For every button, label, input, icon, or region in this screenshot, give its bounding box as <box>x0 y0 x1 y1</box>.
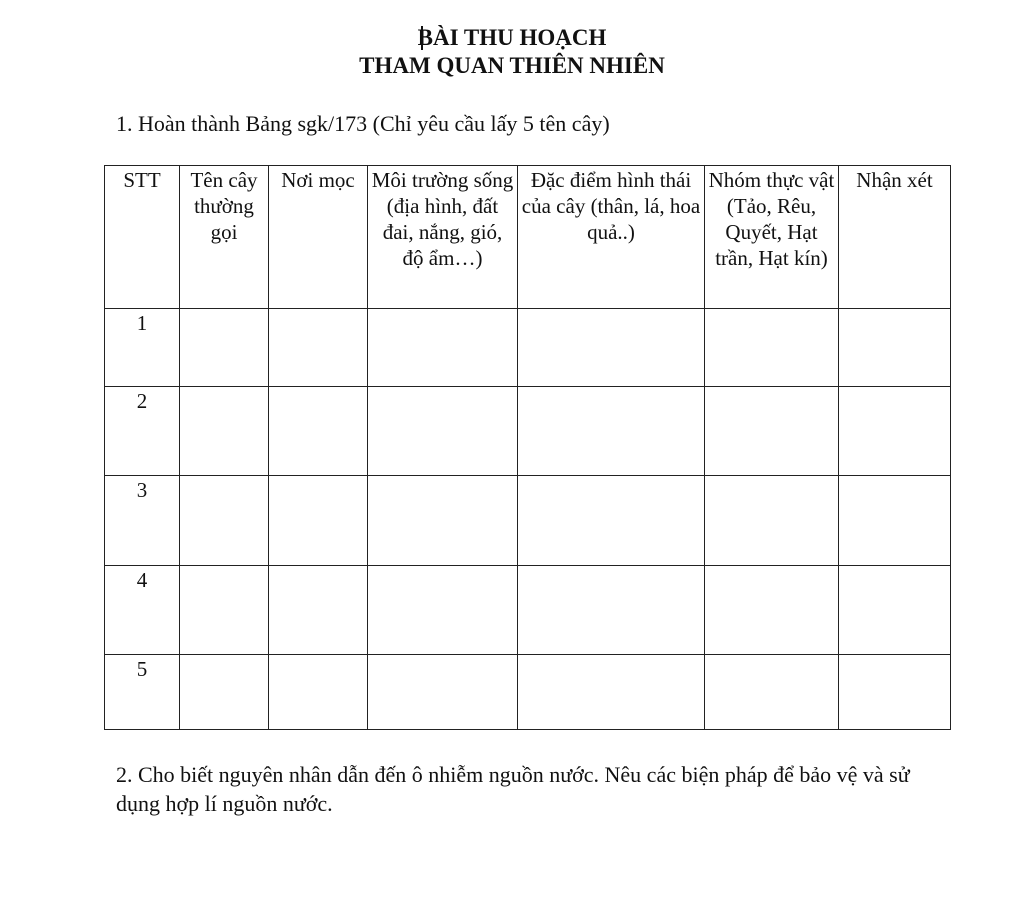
table-cell[interactable] <box>269 655 368 730</box>
table-cell[interactable] <box>180 309 269 387</box>
table-cell[interactable] <box>705 655 839 730</box>
document-title: BÀI THU HOẠCH <box>417 25 607 50</box>
document-subtitle: THAM QUAN THIÊN NHIÊN <box>359 53 665 78</box>
table-cell[interactable] <box>839 387 951 476</box>
row-number: 3 <box>105 476 180 566</box>
table-row <box>105 309 951 387</box>
observation-table <box>104 165 951 730</box>
table-cell[interactable] <box>269 476 368 566</box>
table-cell[interactable] <box>180 387 269 476</box>
table-header-row <box>105 166 951 309</box>
table-cell[interactable] <box>839 309 951 387</box>
header-morphology: Đặc điểm hình thái của cây (thân, lá, hoa quả..) <box>518 166 705 309</box>
table-row <box>105 476 951 566</box>
question-2: 2. Cho biết nguyên nhân dẫn đến ô nhiễm nguồn nước. Nêu các biện pháp để bảo vệ và sử dụng hợp lí nguồn nước. <box>116 762 910 816</box>
table-cell[interactable] <box>518 387 705 476</box>
header-habitat: Môi trường sống (địa hình, đất đai, nắng, gió, độ ẩm…) <box>368 166 518 309</box>
table-cell[interactable] <box>839 655 951 730</box>
table-cell[interactable] <box>368 655 518 730</box>
table-cell[interactable] <box>839 566 951 655</box>
table-row <box>105 566 951 655</box>
table-cell[interactable] <box>518 309 705 387</box>
table-cell[interactable] <box>368 309 518 387</box>
table-cell[interactable] <box>180 476 269 566</box>
table-cell[interactable] <box>269 566 368 655</box>
table-cell[interactable] <box>839 476 951 566</box>
table-cell[interactable] <box>269 309 368 387</box>
table-cell[interactable] <box>705 566 839 655</box>
header-plant-name: Tên cây thường gọi <box>180 166 269 309</box>
table-cell[interactable] <box>368 566 518 655</box>
row-number: 5 <box>105 655 180 730</box>
table-cell[interactable] <box>180 655 269 730</box>
row-number: 1 <box>105 309 180 387</box>
table-cell[interactable] <box>269 387 368 476</box>
row-number: 4 <box>105 566 180 655</box>
header-plant-group: Nhóm thực vật (Tảo, Rêu, Quyết, Hạt trần, Hạt kín) <box>705 166 839 309</box>
table-cell[interactable] <box>705 309 839 387</box>
table-cell[interactable] <box>518 476 705 566</box>
table-cell[interactable] <box>518 566 705 655</box>
table-cell[interactable] <box>705 476 839 566</box>
table-cell[interactable] <box>180 566 269 655</box>
table-cell[interactable] <box>368 476 518 566</box>
table-cell[interactable] <box>368 387 518 476</box>
header-growth-place: Nơi mọc <box>269 166 368 309</box>
table-row <box>105 387 951 476</box>
question-1: 1. Hoàn thành Bảng sgk/173 (Chỉ yêu cầu lấy 5 tên cây) <box>116 111 610 136</box>
header-stt: STT <box>105 166 180 309</box>
table-cell[interactable] <box>705 387 839 476</box>
table-row <box>105 655 951 730</box>
table-cell[interactable] <box>518 655 705 730</box>
row-number: 2 <box>105 387 180 476</box>
header-remarks: Nhận xét <box>839 166 951 309</box>
